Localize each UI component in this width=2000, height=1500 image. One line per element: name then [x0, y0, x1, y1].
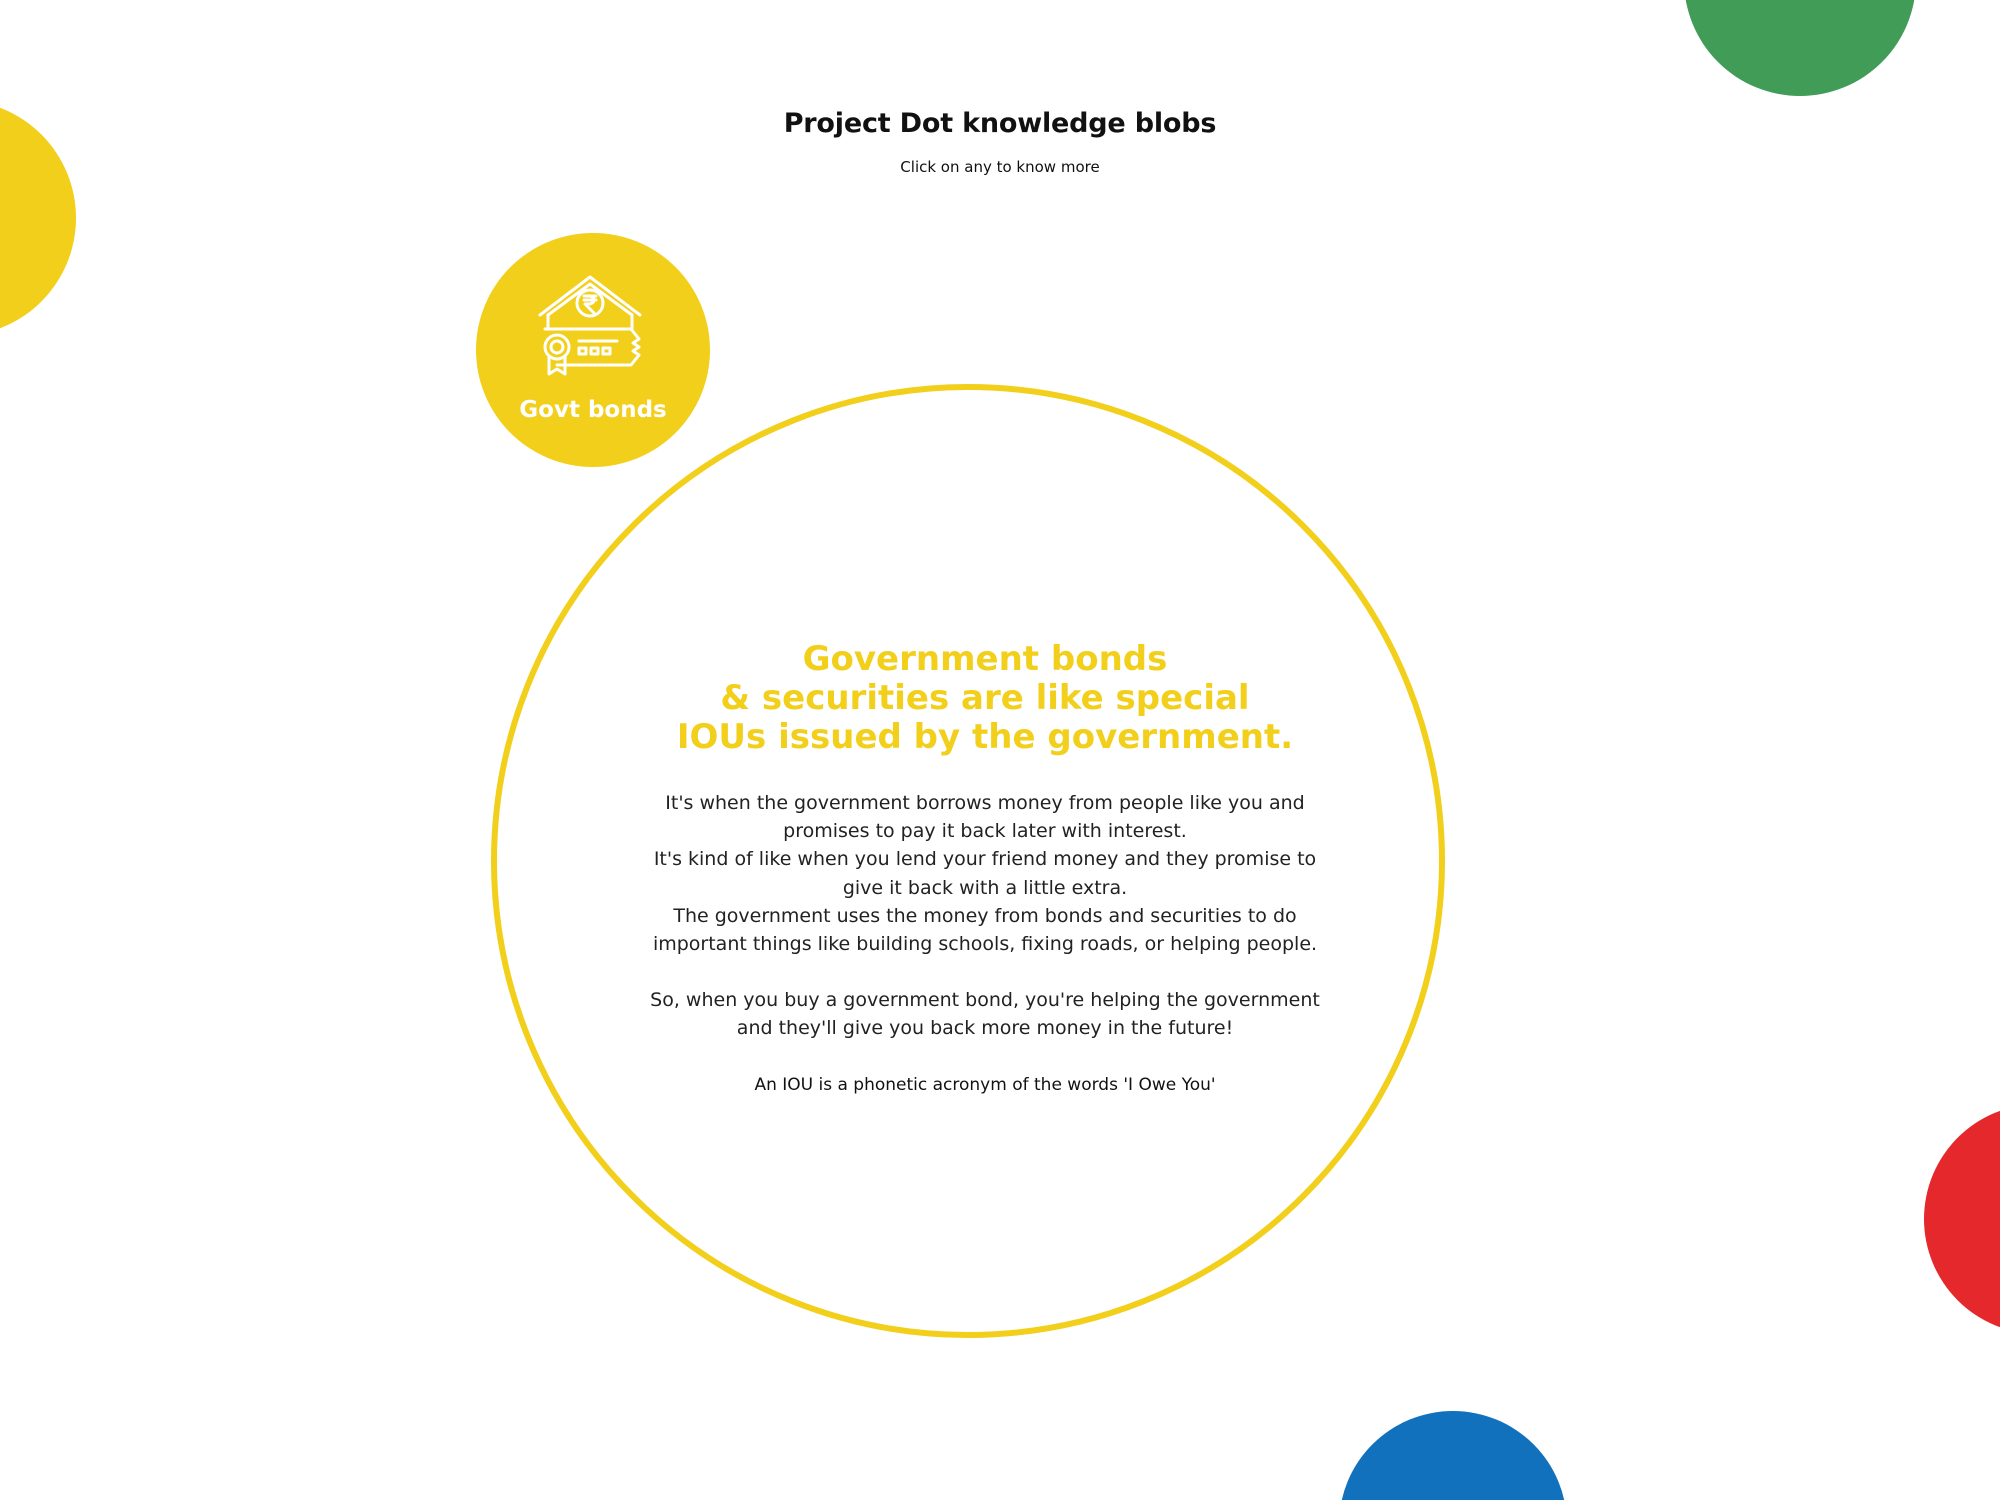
info-headline	[600, 640, 1370, 757]
body-line: It's kind of like when you lend your friend money and they promise to	[653, 848, 1317, 871]
paragraph-gap	[630, 958, 1340, 986]
body-line: promises to pay it back later with interest.	[783, 820, 1187, 843]
decorative-blue-dot	[1339, 1411, 1567, 1500]
body-line: The government uses the money from bonds and securities to do	[673, 904, 1297, 927]
decorative-green-dot	[1684, 0, 1916, 96]
headline-line: IOUs issued by the government.	[676, 717, 1294, 757]
decorative-red-dot	[1924, 1104, 2000, 1334]
body-line: important things like building schools, fixing roads, or helping people.	[652, 933, 1318, 956]
headline-line: & securities are like special	[720, 678, 1250, 718]
info-body	[630, 789, 1340, 1043]
body-line: give it back with a little extra.	[842, 876, 1128, 899]
closing-line: So, when you buy a government bond, you're helping the government	[650, 989, 1320, 1012]
page-title: Project Dot knowledge blobs	[783, 108, 1217, 139]
government-bond-icon	[535, 273, 645, 379]
govt-bonds-blob[interactable]	[476, 233, 710, 467]
body-line: It's when the government borrows money from people like you and	[665, 792, 1305, 814]
headline-line: Government bonds	[802, 639, 1168, 679]
govt-bonds-label: Govt bonds	[519, 397, 667, 423]
closing-line: and they'll give you back more money in the future!	[736, 1017, 1234, 1040]
page-subtitle: Click on any to know more	[900, 158, 1100, 176]
iou-footnote: An IOU is a phonetic acronym of the words 'I Owe You'	[754, 1075, 1216, 1095]
